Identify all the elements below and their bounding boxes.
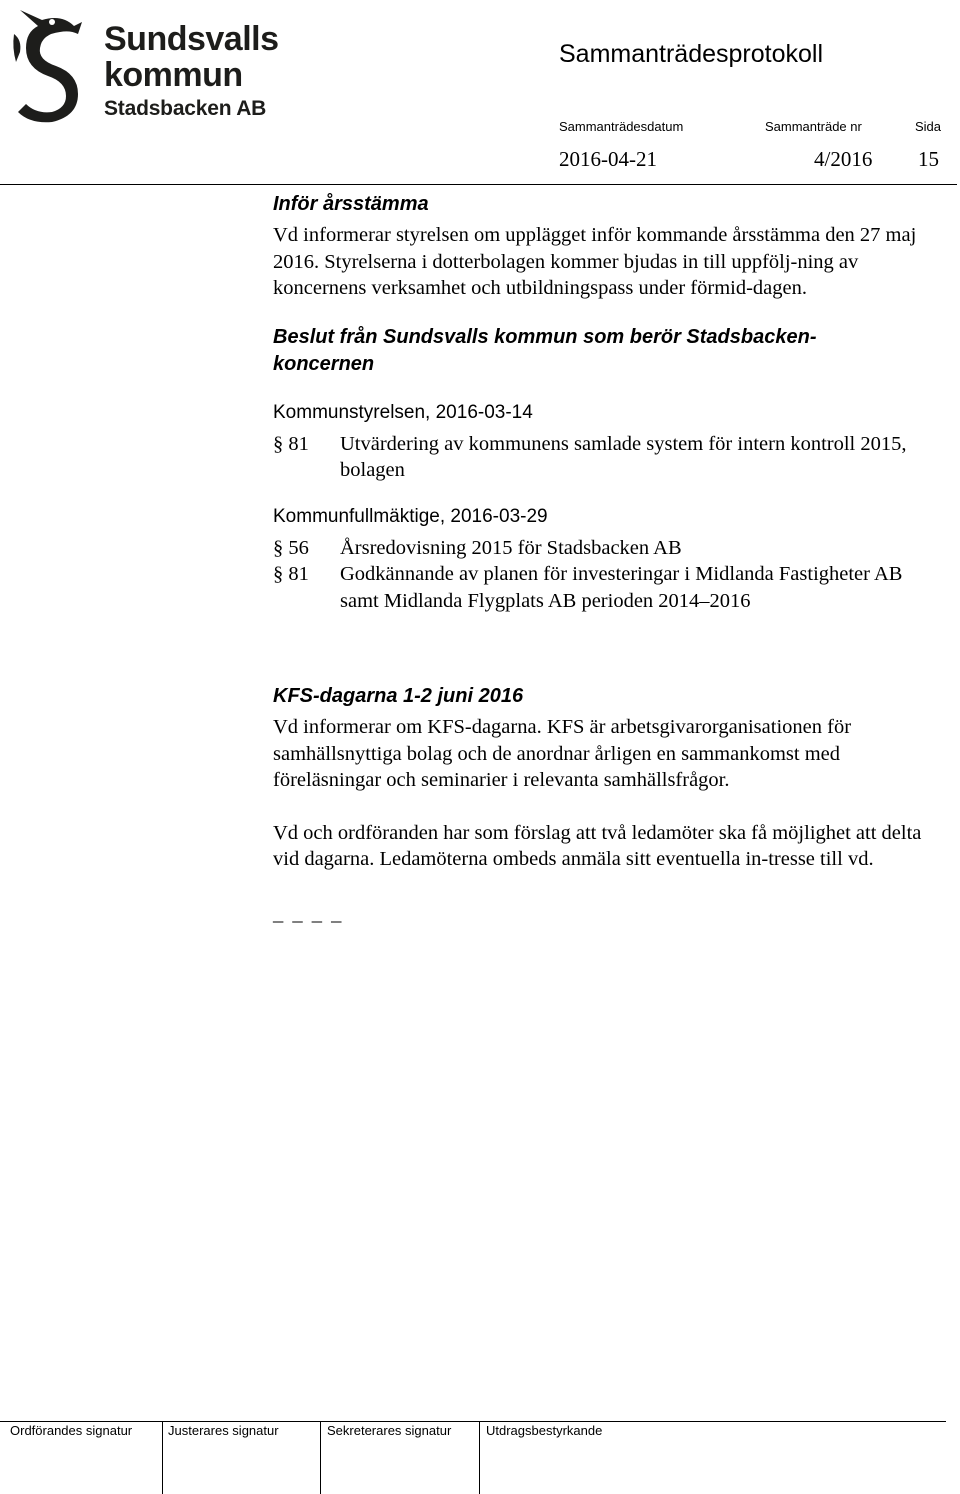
- paragraph-number: § 81: [273, 563, 309, 585]
- list-item: [273, 561, 943, 614]
- list-item: [273, 535, 943, 562]
- meeting-number: 4/2016: [814, 147, 873, 171]
- beslut-heading-line-2: koncernen: [273, 352, 375, 375]
- signature-chair-label: Ordförandes signatur: [10, 1423, 133, 1438]
- section-text-arsstamma: Vd informerar styrelsen om upplägget inför kommande årsstämma den 27 maj 2016. Styrelserna i dotterbolagen kommer bjudas in till uppfölj-ning av koncernens verksamhet och utbildningspass under förmid-dagen.: [273, 224, 917, 299]
- logo-line-1: Sundsvalls: [104, 20, 279, 58]
- section-heading-beslut: [273, 324, 943, 378]
- kommunstyrelsen-list: [273, 431, 943, 484]
- logo-line-2: kommun: [104, 56, 243, 94]
- company-logo: [12, 4, 279, 126]
- section-text-kfs-1: Vd informerar om KFS-dagarna. KFS är arbetsgivarorganisationen för samhällsnyttiga bolag och de anordnar årligen en sammankomst med föreläsningar och seminarier i relevanta samhällsfrågor.: [273, 716, 852, 791]
- paragraph-number: § 81: [273, 432, 309, 455]
- meeting-number-label: Sammanträde nr: [765, 119, 862, 134]
- signature-secretary-label: Sekreterares signatur: [327, 1423, 452, 1438]
- logo-line-3: Stadsbacken AB: [104, 97, 267, 120]
- meeting-date: 2016-04-21: [559, 147, 657, 171]
- paragraph-number: § 56: [273, 536, 309, 559]
- certified-extract-label: Utdragsbestyrkande: [486, 1423, 603, 1438]
- page-label: Sida: [915, 119, 942, 134]
- footer-divider: [0, 1421, 946, 1422]
- kommunfullmaktige-heading: Kommunfullmäktige, 2016-03-29: [273, 505, 548, 527]
- dragon-s-logo-icon: [12, 4, 92, 126]
- end-mark: _ _ _ _: [273, 902, 344, 925]
- signature-separator: [320, 1421, 321, 1494]
- kommunfullmaktige-list: [273, 535, 943, 615]
- document-title: Sammanträdesprotokoll: [559, 40, 824, 68]
- paragraph-text: Årsredovisning 2015 för Stadsbacken AB: [340, 536, 682, 559]
- section-heading-arsstamma: Inför årsstämma: [273, 193, 429, 215]
- page-number: 15: [918, 147, 939, 171]
- signature-adjuster-label: Justerares signatur: [168, 1423, 279, 1438]
- signature-separator: [479, 1421, 480, 1494]
- date-label: Sammanträdesdatum: [559, 119, 684, 134]
- list-item: [273, 431, 943, 484]
- header-divider: [0, 184, 957, 185]
- paragraph-text: Godkännande av planen för investeringar i Midlanda Fastigheter AB samt Midlanda Flygplats AB perioden 2014–2016: [340, 563, 903, 612]
- section-text-kfs-2: Vd och ordföranden har som förslag att två ledamöter ska få möjlighet att delta vid dagarna. Ledamöterna ombeds anmäla sitt eventuella in-tresse till vd.: [273, 821, 922, 870]
- beslut-heading-line-1: Beslut från Sundsvalls kommun som berör Stadsbacken-: [273, 325, 817, 348]
- signature-separator: [162, 1421, 163, 1494]
- section-heading-kfs: KFS-dagarna 1-2 juni 2016: [273, 685, 524, 707]
- paragraph-text: Utvärdering av kommunens samlade system för intern kontroll 2015, bolagen: [340, 432, 907, 481]
- kommunstyrelsen-heading: Kommunstyrelsen, 2016-03-14: [273, 401, 533, 423]
